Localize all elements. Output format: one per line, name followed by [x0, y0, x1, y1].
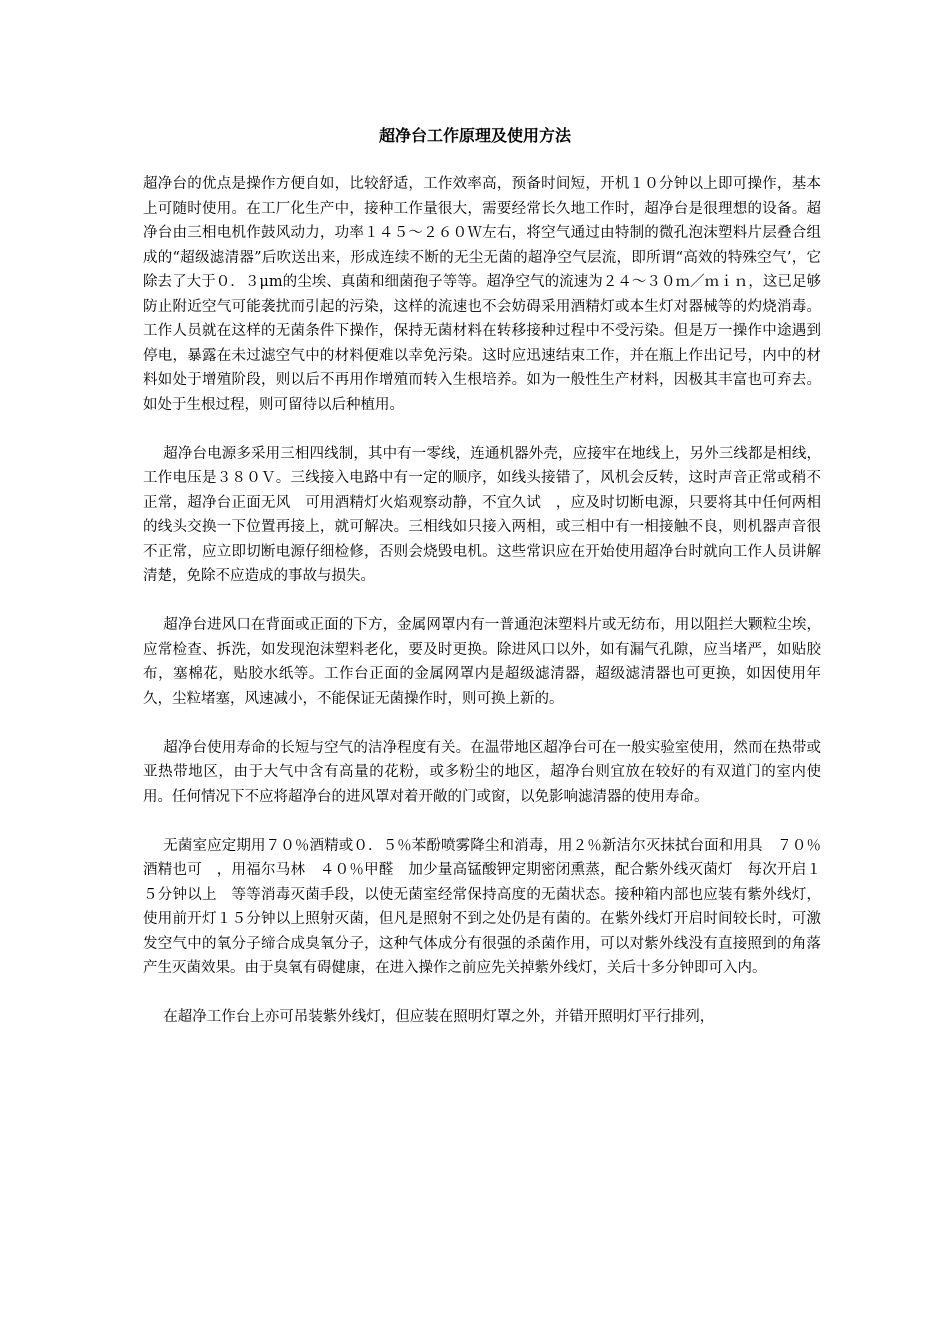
document-title: 超净台工作原理及使用方法 — [378, 126, 571, 145]
document-body — [143, 172, 821, 1054]
paragraph-3: 超净台进风口在背面或正面的下方，金属网罩内有一普通泡沫塑料片或无纺布，用以阻拦大颗粒尘埃，应常检查、拆洗，如发现泡沫塑料老化，要及时更换。除进风口以外，如有漏气孔隙，应当堵严，如贴胶布，塞棉花，贴胶水纸等。工作台正面的金属网罩内是超级滤清器，超级滤清器也可更换，如因使用年久，尘粒堵塞，风速减小，不能保证无菌操作时，则可换上新的。 — [143, 617, 821, 707]
paragraph-1: 超净台的优点是操作方便自如，比较舒适，工作效率高，预备时间短，开机１０分钟以上即可操作，基本上可随时使用。在工厂化生产中，接种工作量很大，需要经常长久地工作时，超净台是很理想的设备。超净台由三相电机作鼓风动力，功率１４５～２６０Ｗ左右，将空气通过由特制的微孔泡沫塑料片层叠合组成的“超级滤清器”后吹送出来，形成连续不断的无尘无菌的超净空气层流，即所谓“高效的特殊空气’，它除去了大于０．３μm的尘埃、真菌和细菌孢子等等。超净空气的流速为２４～３０ｍ／ｍｉｎ，这已足够防止附近空气可能袭扰而引起的污染，这样的流速也不会妨碍采用酒精灯或本生灯对器械等的灼烧消毒。工作人员就在这样的无菌条件下操作，保持无菌材料在转移接种过程中不受污染。但是万一操作中途遇到停电，暴露在未过滤空气中的材料便难以幸免污染。这时应迅速结束工作，并在瓶上作出记号，内中的材料如处于增殖阶段，则以后不再用作增殖而转入生根培养。如为一般性生产材料，因极其丰富也可弃去。如处于生根过程，则可留待以后种植用。 — [143, 176, 821, 413]
paragraph-6: 在超净工作台上亦可吊装紫外线灯，但应装在照明灯罩之外，并错开照明灯平行排列， — [163, 1009, 715, 1025]
paragraph-5: 无菌室应定期用７０％酒精或０．５％苯酚喷雾降尘和消毒，用２％新洁尔灭抹拭台面和用具 ７０％酒精也可 ，用福尔马林 ４０％甲醛 加少量高锰酸钾定期密闭熏蒸，配合紫外线灭菌灯 每次开启１５分钟以上 等等消毒灭菌手段，以使无菌室经常保持高度的无菌状态。接种箱内部也应装有紫外线灯，使用前开灯１５分钟以上照射灭菌，但凡是照射不到之处仍是有菌的。在紫外线灯开启时间较长时，可激发空气中的氧分子缔合成臭氧分子，这种气体成分有很强的杀菌作用，可以对紫外线没有直接照到的角落产生灭菌效果。由于臭氧有碍健康，在进入操作之前应先关掉紫外线灯，关后十多分钟即可入内。 — [143, 837, 821, 976]
paragraph-4: 超净台使用寿命的长短与空气的洁净程度有关。在温带地区超净台可在一般实验室使用，然而在热带或亚热带地区，由于大气中含有高量的花粉，或多粉尘的地区，超净台则宜放在较好的有双道门的室内使用。任何情况下不应将超净台的进风罩对着开敞的门或窗，以免影响滤清器的使用寿命。 — [143, 739, 821, 805]
paragraph-2: 超净台电源多采用三相四线制，其中有一零线，连通机器外壳，应接牢在地线上，另外三线都是相线，工作电压是３８０Ｖ。三线接入电路中有一定的顺序，如线头接错了，风机会反转，这时声音正常或稍不正常，超净台正面无风 可用酒精灯火焰观察动静，不宜久试 ，应及时切断电源，只要将其中任何两相的线头交换一下位置再接上，就可解决。三相线如只接入两相，或三相中有一相接触不良，则机器声音很不正常，应立即切断电源仔细检修，否则会烧毁电机。这些常识应在开始使用超净台时就向工作人员讲解清楚，免除不应造成的事故与损失。 — [143, 445, 821, 584]
